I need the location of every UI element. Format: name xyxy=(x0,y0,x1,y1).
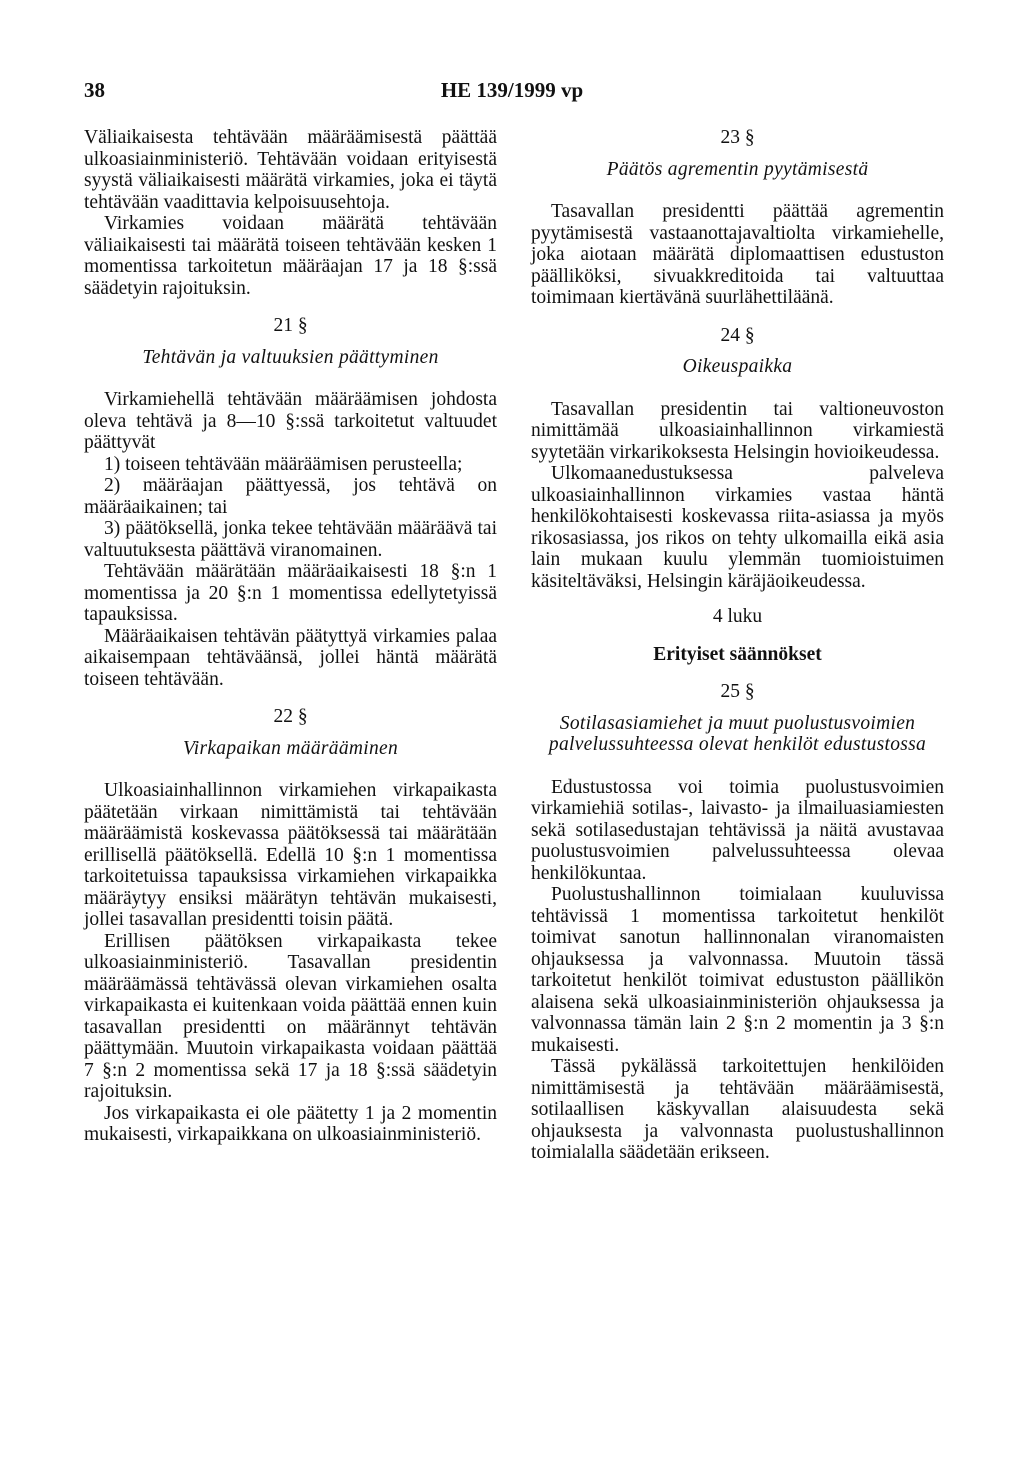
section-number: 24 § xyxy=(720,324,755,346)
section-number: 21 § xyxy=(273,315,308,336)
running-head: HE 139/1999 vp xyxy=(440,78,584,102)
paragraph: Jos virkapaikasta ei ole päätetty 1 ja 2 momentin mukaisesti, virkapaikkana on ulkoasiainministeriö. xyxy=(84,1102,497,1145)
section-number: 25 § xyxy=(720,681,755,702)
paragraph: Tasavallan presidentti päättää agrementin pyytämisestä vastaanottajavaltiolta virkamiehelle, joka aiotaan määrätä diplomaattisen edustuston päälliköksi, sivuakkreditoida tai valtuuttaa toimimaan kiertävänä suurlähettiläänä. xyxy=(531,201,944,308)
chapter-number: 4 luku xyxy=(712,606,763,627)
paragraph: Tasavallan presidentin tai valtioneuvoston nimittämää ulkoasiainhallinnon virkamiestä syytetään virkarikoksesta Helsingin hovioikeudessa. xyxy=(531,398,944,463)
section-title: Virkapaikan määrääminen xyxy=(182,737,399,759)
section-number: 23 § xyxy=(720,127,755,148)
paragraph: Väliaikaisesta tehtävään määräämisestä päättää ulkoasiainministeriö. Tehtävään voidaan erityisestä syystä väliaikaisesti määrätä virkamies, joka ei täytä tehtävään vaadittavia kelpoisuusehtoja. xyxy=(84,127,497,213)
section-title: Sotilasasiamiehet ja muut puolustusvoimien palvelussuhteessa olevat henkilöt edustustossa xyxy=(548,712,927,755)
paragraph: Ulkoasiainhallinnon virkamiehen virkapaikasta päätetään virkaan nimittämistä tai tehtävään määräämistä koskevassa päätöksessä tai määrätään erillisellä päätöksellä. Edellä 10 §:n 1 momentissa tarkoitetuissa tapauksissa virkamiehen virkapaikka määräytyy ensiksi määrätyn tehtävän mukaisesti, jollei tasavallan presidentti toisin päätä. xyxy=(84,780,497,930)
left-column xyxy=(84,127,497,1146)
paragraph: Puolustushallinnon toimialaan kuuluvissa tehtävissä 1 momentissa tarkoitetut henkilöt toimivat sanotun hallinnonalan viranomaisten ohjauksessa ja valvonnassa. Muutoin tässä tarkoitetut henkilöt toimivat edustuston päällikön alaisena sekä ulkoasiainministeriön ohjauksessa ja valvonnassa tämän lain 2 §:n 2 momentin ja 3 §:n mukaisesti. xyxy=(531,884,944,1056)
section-title: Päätös agrementin pyytämisestä xyxy=(606,158,869,180)
section-title: Tehtävän ja valtuuksien päättyminen xyxy=(142,346,439,368)
section-title: Oikeuspaikka xyxy=(682,356,793,377)
section-number: 22 § xyxy=(273,706,308,727)
paragraph: Tässä pykälässä tarkoitettujen henkilöiden nimittämisestä ja tehtävään määräämisestä, sotilaallisen käskyvallan alaisuudesta sekä ohjauksesta ja valvonnasta puolustushallinnon toimialalla säädetään erikseen. xyxy=(531,1056,944,1163)
right-column xyxy=(531,127,944,1164)
paragraph: Määräaikaisen tehtävän päätyttyä virkamies palaa aikaisempaan tehtäväänsä, jollei häntä määrätä toiseen tehtävään. xyxy=(84,625,497,690)
paragraph: Tehtävään määrätään määräaikaisesti 18 §:n 1 momentissa ja 20 §:n 1 momentissa edellytetyissä tapauksissa. xyxy=(84,561,497,625)
paragraph: Edustustossa voi toimia puolustusvoimien virkamiehiä sotilas-, laivasto- ja ilmailuasiamiesten sekä sotilasedustajan tehtävissä ja näitä avustavaa puolustusvoimien palvelussuhteessa olevaa henkilökuntaa. xyxy=(531,776,944,884)
paragraph: Ulkomaanedustuksessa palveleva ulkoasiainhallinnon virkamies vastaa häntä henkilökohtaisesti koskevassa riita-asiassa ja myös rikosasiassa, jos rikos on tehty ulkomailla eikä asia lain mukaan kuulu ylemmän tuomioistuimen käsiteltäväksi, Helsingin käräjäoikeudessa. xyxy=(531,463,944,592)
list-item: 2) määräajan päättyessä, jos tehtävä on määräaikainen; tai xyxy=(84,475,497,518)
paragraph: Erillisen päätöksen virkapaikasta tekee ulkoasiainministeriö. Tasavallan presidentin määräämässä tehtävässä olevan virkamiehen osalta virkapaikasta ei kuitenkaan voida päättää ennen kuin tasavallan presidentti on määrännyt tehtävän päättymään. Muutoin virkapaikasta voidaan päättää 7 §:n 2 momentissa sekä 17 ja 18 §:ssä säädetyin rajoituksin. xyxy=(84,930,497,1102)
list-item: 1) toiseen tehtävään määräämisen perusteella; xyxy=(104,453,463,475)
chapter-title: Erityiset säännökset xyxy=(653,643,822,665)
list-item: 3) päätöksellä, jonka tekee tehtävään määräävä tai valtuutuksesta päättävä viranomainen. xyxy=(84,518,497,561)
paragraph: Virkamies voidaan määrätä tehtävään väliaikaisesti tai määrätä toiseen tehtävään kesken 1 momentissa tarkoitetun määräajan 17 ja 18 §:ssä säädetyin rajoituksin. xyxy=(84,213,497,299)
page-number: 38 xyxy=(84,78,105,102)
paragraph: Virkamiehellä tehtävään määräämisen johdosta oleva tehtävä ja 8—10 §:ssä tarkoitetut valtuudet päättyvät xyxy=(84,389,497,453)
